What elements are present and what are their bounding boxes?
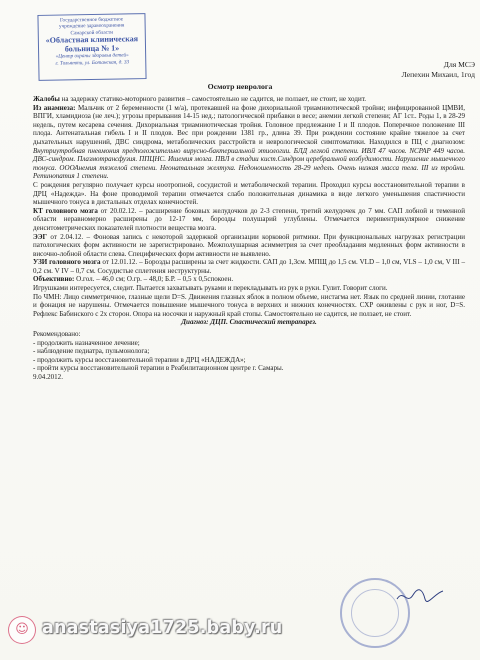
stamp-address: г. Тольятти, ул. Ботанская, д. 33: [55, 59, 130, 67]
addressee-recipient: Для МСЭ: [443, 60, 475, 69]
recommendation-item: - продолжить курсы восстановительной терапии в ДРЦ «НАДЕЖДА»;: [33, 355, 246, 364]
neonatal-diagnosis: Внутриутробная пневмония предположительно вирусно-бактериальной этиологии. БЛД легкой степени. ИВЛ 47 часов. NCPAP 449 часов. ДВС-синдром. Плазмотрансфузия. ППЦНС. Ишемия мозга. ПВЛ в стадии кист.Синдром церебральной возбудимости. Нарушение мышечного тонуса. ОООАнемия тяжелой степени. Неонатальная желтуха. Недоношенность 28-29 недель. Очень низкая масса тела. III из тройни. Ретинопатия 1 степени.: [33, 146, 465, 181]
complaints-label: Жалобы: [33, 95, 60, 103]
recommendation-item: - наблюдение педиатра, пульмонолога;: [33, 347, 150, 356]
recommendation-item: - продолжить назначенное лечение;: [33, 338, 140, 347]
stamp-line: Государственное бюджетное: [59, 16, 124, 24]
addressee-block: [385, 60, 475, 80]
ultrasound-paragraph: [33, 258, 465, 275]
watermark-text: anastasiya1725.baby.ru: [42, 618, 283, 638]
ct-label: КТ головного мозга: [33, 206, 98, 215]
recommendations-title: Рекомендовано:: [33, 330, 81, 339]
institution-stamp: [37, 13, 146, 81]
signature: [395, 585, 445, 607]
anamnesis-text: Мальчик от 2 беременности (1 м/а), протекавшей на фоне дихориальной триамниотической тройни; инфицированной ЦМВИ, ВПГИ, хламидиоза (не леч.); угрозы прерывания 14-15 нед.; патологической прибавки в весе; анемии легкой степени; АГ 1ст.. Роды 1, в 28-29 недель, путем кесарева сечения. Дихориальная триамниотическая тройня. Головное предлежание I и II плодов. Поперечное положение III плода. Антенатальная гибель I и II плодов. Вес при рождении 1381 гр., длина 39. При рождении состояние крайне тяжелое за счет дыхательных нарушений, ДВС синдрома, метаболических расстройств и неврологической симптоматики. Находился в ПЦ с диагнозом:: [33, 103, 465, 146]
document-date: 9.04.2012.: [33, 373, 63, 381]
recommendation-item: - пройти курсы восстановительной терапии в Реабилитационном центре г. Самары.: [33, 364, 284, 373]
stamp-address: «Центр охраны здоровья детей»: [55, 52, 129, 61]
objective-label: Объективно:: [33, 275, 75, 284]
addressee-patient: Лепехин Михаил, 1год: [401, 70, 475, 79]
anamnesis-label: Из анамнеза:: [33, 103, 76, 112]
stamp-line: Самарской области: [70, 29, 114, 36]
stamp-org-name: «Областная клиническая: [45, 34, 139, 45]
document-body: [33, 95, 465, 382]
objective-paragraph: [33, 275, 465, 284]
stamp-org-name: больница № 1»: [64, 43, 120, 54]
recommendations: [33, 330, 465, 373]
eeg-paragraph: [33, 233, 465, 259]
complaints-text: на задержку статико-моторного развития – самостоятельно не садится, не ползает, не стоит, не ходит.: [59, 95, 367, 103]
ct-text: от 20.02.12. – расширение боковых желудочков до 2-3 степени, третий желудочек до 7 мм. САП лобной и теменной области неравномерно расширены до 12-17 мм, борозды полушарий углублены. Отмечается перивентрикулярное снижение денситометрических показателей плотности вещества мозга.: [33, 206, 465, 232]
objective-behavior: Игрушками интересуется, следит. Пытается захватывать руками и перекладывать из рук в руки. Гулит. Говорит слоги.: [33, 284, 388, 293]
neurological-status: По ЧМН: Лицо симметричное, глазные щели D=S. Движения глазных яблок в полном объеме, нистагма нет. Язык по средней линии, глотание и фонация не нарушены. Отмечается повышение мышечного тонуса в верхних и нижних конечностях. СХР оживлены с рук и ног, D=S. Рефлекс Бабинского с 2х сторон. Опора на носочки и наружный край стопы. Самостоятельно не садится, не ползает, не стоит.: [33, 292, 465, 318]
watermark-logo-icon: ☺: [8, 616, 36, 644]
eeg-text: от 2.04.12. – Фоновая запись с некоторой задержкой организации корковой ритмики. При функциональных нагрузках регистрации патологических форм активности не зарегистрировано. Межполушарная асимметрия за счет преобладания медленных форм активности в височно-лобной области слева. Специфических форм активности не выявлено.: [33, 232, 465, 258]
ultrasound-text: от 12.01.12. – Борозды расширены за счет жидкости. САП до 1,3см. МПЩ до 1,5 см. VLD – 1,0 см, VLS – 1,0 см, V III – 0,2 см. V IV – 0,7 см. Сосудистые сплетения неструктурны.: [33, 258, 465, 275]
eeg-label: ЭЭГ: [33, 232, 48, 241]
diagnosis: Диагноз: ДЦП. Спастический тетрапарез.: [181, 318, 317, 327]
objective-measurements: О.гол. – 46,0 см; О.гр. – 48,0; Б.Р. – 0,5 х 0,5спокоен.: [74, 275, 234, 284]
complaints-paragraph: [33, 95, 465, 104]
document-title: Осмотр невролога: [207, 82, 273, 91]
ct-paragraph: [33, 207, 465, 233]
anamnesis-paragraph: [33, 104, 465, 181]
treatment-history: С рождения регулярно получает курсы ноотропной, сосудистой и метаболической терапии. Проходил курсы восстановительной терапии в ДРЦ «Надежда». На фоне проводимой терапии отмечается слабо положительная динамика в виде легкого уменьшения спастичности мышечного тонуса в дистальных отделах конечностей.: [33, 180, 465, 207]
stamp-line: учреждение здравоохранения: [58, 22, 125, 30]
ultrasound-label: УЗИ головного мозга: [33, 258, 101, 267]
